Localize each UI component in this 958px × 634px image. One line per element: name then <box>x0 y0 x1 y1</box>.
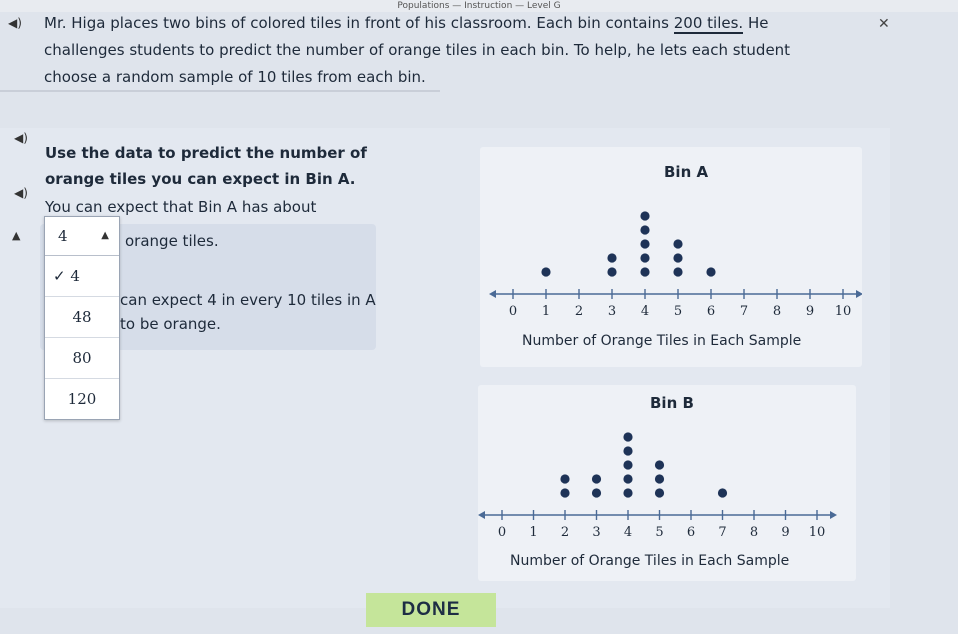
tick-label: 5 <box>673 304 683 317</box>
tick-label: 2 <box>560 525 570 540</box>
tick-label: 1 <box>541 304 551 317</box>
data-dot <box>718 488 727 497</box>
dropdown-option[interactable]: 80 <box>45 338 119 379</box>
tick-label: 3 <box>607 304 617 317</box>
tick-label: 9 <box>781 525 790 540</box>
tick-label: 8 <box>772 304 782 317</box>
divider <box>0 90 440 92</box>
speaker-icon[interactable]: ◀) <box>8 16 22 30</box>
chart-title: Bin A <box>664 163 709 181</box>
tick-label: 10 <box>834 304 852 317</box>
data-dot <box>592 488 601 497</box>
data-dot <box>655 460 664 469</box>
axis-label: Number of Orange Tiles in Each Sample <box>522 333 802 349</box>
cursor-icon: ▲ <box>12 229 21 242</box>
dropdown-current[interactable]: 4 ▲ <box>45 217 119 256</box>
tick-label: 6 <box>686 525 696 540</box>
dot-plot-bin-a <box>480 147 862 367</box>
axis-arrow-right <box>856 290 862 298</box>
data-dot <box>706 267 715 276</box>
tick-label: 0 <box>497 525 507 540</box>
data-dot <box>673 253 682 262</box>
data-dot <box>623 474 632 483</box>
tick-label: 8 <box>749 525 759 540</box>
data-dot <box>623 488 632 497</box>
caret-up-icon: ▲ <box>101 230 109 241</box>
data-dot <box>640 267 649 276</box>
prompt-text: Use the data to predict the number of orange tiles you can expect in Bin A. <box>45 144 367 188</box>
dropdown-option[interactable]: 48 <box>45 297 119 338</box>
tick-label: 3 <box>592 525 601 540</box>
tick-label: 4 <box>640 304 650 317</box>
intro-text: Mr. Higa places two bins of colored tiles in front of his classroom. Each bin contains 200 tiles. He challenges students to predict the number of orange tiles in each bin. To help, he lets each student choose a random sample of 10 tiles from each bin. <box>44 14 791 86</box>
data-dot <box>541 267 550 276</box>
window-title: Populations — Instruction — Level G <box>0 0 958 12</box>
data-dot <box>640 225 649 234</box>
data-dot <box>623 432 632 441</box>
data-dot <box>655 474 664 483</box>
answer-stem: orange tiles. <box>125 232 219 250</box>
data-dot <box>592 474 601 483</box>
tick-label: 7 <box>718 525 727 540</box>
dot-plot-svg <box>480 147 862 317</box>
done-button[interactable]: DONE <box>366 593 496 627</box>
tick-label: 6 <box>706 304 716 317</box>
data-dot <box>623 446 632 455</box>
chart-title: Bin B <box>650 394 694 412</box>
data-dot <box>607 253 616 262</box>
dropdown-option[interactable]: ✓ 4 <box>45 256 119 297</box>
tile-count-highlight: 200 tiles. <box>673 14 744 32</box>
speaker-icon[interactable]: ◀) <box>14 131 28 145</box>
answer-feedback: can expect 4 in every 10 tiles in A to be orange. <box>120 291 376 333</box>
data-dot <box>640 211 649 220</box>
data-dot <box>673 239 682 248</box>
data-dot <box>560 488 569 497</box>
data-dot <box>607 267 616 276</box>
tick-label: 7 <box>739 304 749 317</box>
data-dot <box>560 474 569 483</box>
axis-arrow-left <box>489 290 496 298</box>
tick-label: 2 <box>574 304 584 317</box>
tick-label: 4 <box>623 525 633 540</box>
data-dot <box>655 488 664 497</box>
axis-label: Number of Orange Tiles in Each Sample <box>510 553 790 569</box>
dropdown-option[interactable]: 120 <box>67 390 97 408</box>
tick-label: 10 <box>808 525 826 540</box>
data-dot <box>673 267 682 276</box>
axis-arrow-left <box>478 511 485 519</box>
answer-dropdown[interactable] <box>44 216 120 420</box>
tick-label: 9 <box>805 304 815 317</box>
data-dot <box>640 253 649 262</box>
dot-plot-bin-b <box>478 385 856 581</box>
tick-label: 5 <box>655 525 664 540</box>
answer-lead: You can expect that Bin A has about <box>45 198 317 216</box>
dot-plot-svg <box>478 385 856 545</box>
tick-label: 0 <box>508 304 518 317</box>
data-dot <box>640 239 649 248</box>
data-dot <box>623 460 632 469</box>
close-icon[interactable]: ✕ <box>878 16 890 32</box>
speaker-icon[interactable]: ◀) <box>14 186 28 200</box>
axis-arrow-right <box>830 511 837 519</box>
tick-label: 1 <box>529 525 538 540</box>
